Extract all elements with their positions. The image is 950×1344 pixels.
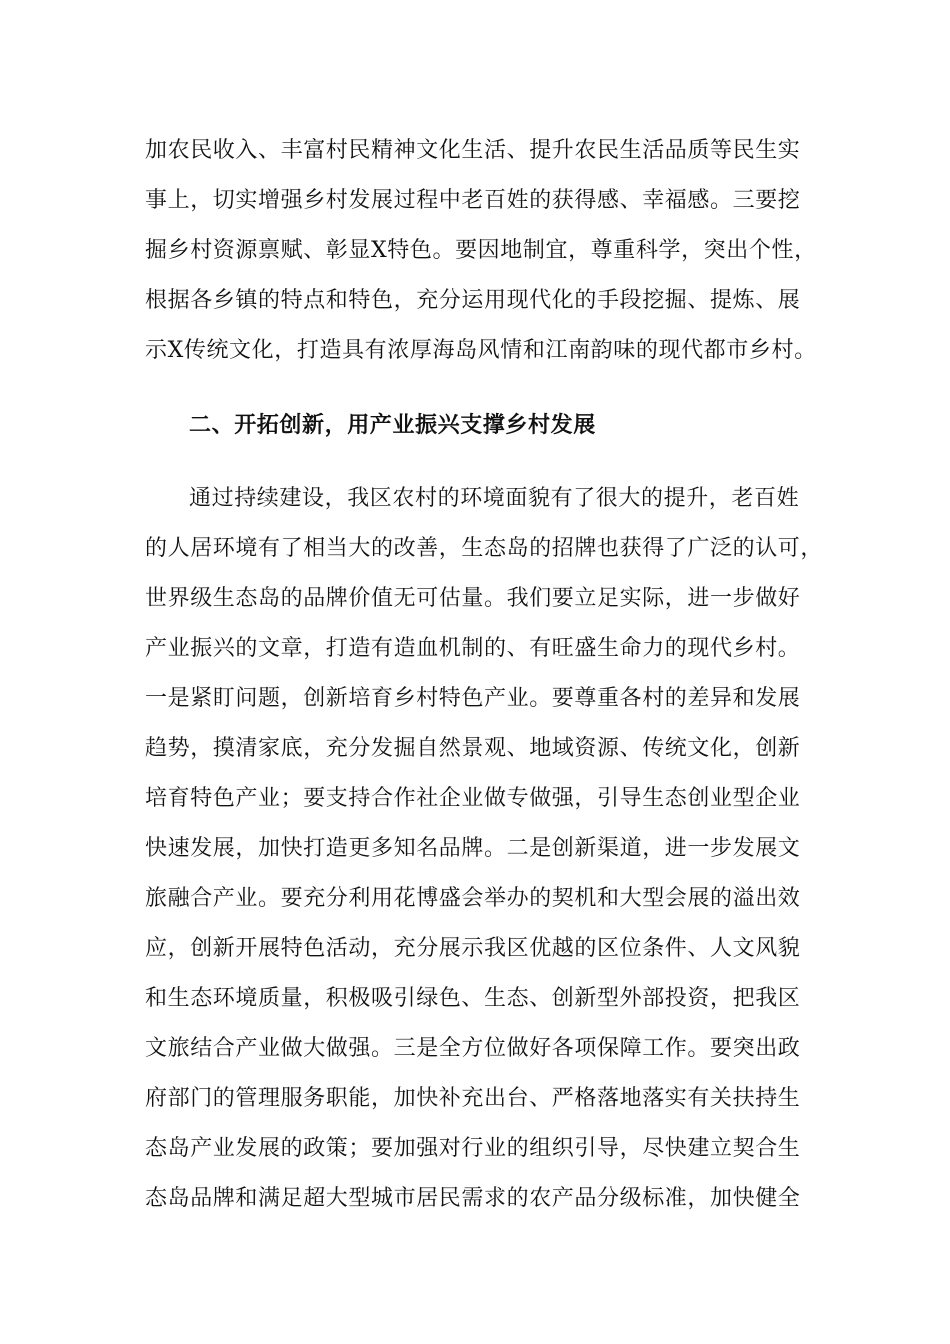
text-line: 府部门的管理服务职能，加快补充出台、严格落地落实有关扶持生 bbox=[145, 1086, 801, 1111]
document-page bbox=[145, 126, 824, 1224]
text-line: 事上，切实增强乡村发展过程中老百姓的获得感、幸福感。三要挖 bbox=[145, 188, 801, 213]
text-line: 产业振兴的文章，打造有造血机制的、有旺盛生命力的现代乡村。 bbox=[145, 636, 801, 661]
text-line: 趋势，摸清家底，充分发掘自然景观、地域资源、传统文化，创新 bbox=[145, 736, 801, 761]
text-line: 的人居环境有了相当大的改善，生态岛的招牌也获得了广泛的认可， bbox=[145, 536, 824, 561]
text-line: 掘乡村资源禀赋、彰显X特色。要因地制宜，尊重科学，突出个性， bbox=[145, 238, 817, 263]
text-line: 和生态环境质量，积极吸引绿色、生态、创新型外部投资，把我区 bbox=[145, 986, 801, 1011]
text-line: 示X传统文化，打造具有浓厚海岛风情和江南韵味的现代都市乡村。 bbox=[145, 338, 817, 363]
paragraph-2 bbox=[145, 474, 824, 1224]
text-line: 态岛品牌和满足超大型城市居民需求的农产品分级标准，加快健全 bbox=[145, 1186, 801, 1211]
text-line: 通过持续建设，我区农村的环境面貌有了很大的提升，老百姓 bbox=[189, 486, 800, 511]
text-line: 根据各乡镇的特点和特色，充分运用现代化的手段挖掘、提炼、展 bbox=[145, 288, 801, 313]
text-line: 旅融合产业。要充分利用花博盛会举办的契机和大型会展的溢出效 bbox=[145, 886, 801, 911]
paragraph-1 bbox=[145, 126, 817, 376]
text-line: 应，创新开展特色活动，充分展示我区优越的区位条件、人文风貌 bbox=[145, 936, 801, 961]
text-line: 态岛产业发展的政策；要加强对行业的组织引导，尽快建立契合生 bbox=[145, 1136, 801, 1161]
text-line: 快速发展，加快打造更多知名品牌。二是创新渠道，进一步发展文 bbox=[145, 836, 801, 861]
text-line: 文旅结合产业做大做强。三是全方位做好各项保障工作。要突出政 bbox=[145, 1036, 801, 1061]
text-line: 世界级生态岛的品牌价值无可估量。我们要立足实际，进一步做好 bbox=[145, 586, 801, 611]
text-line: 培育特色产业；要支持合作社企业做专做强，引导生态创业型企业 bbox=[145, 786, 801, 811]
section-heading: 二、开拓创新，用产业振兴支撑乡村发展 bbox=[189, 412, 596, 438]
text-line: 一是紧盯问题，创新培育乡村特色产业。要尊重各村的差异和发展 bbox=[145, 686, 801, 711]
text-line: 加农民收入、丰富村民精神文化生活、提升农民生活品质等民生实 bbox=[145, 138, 801, 163]
